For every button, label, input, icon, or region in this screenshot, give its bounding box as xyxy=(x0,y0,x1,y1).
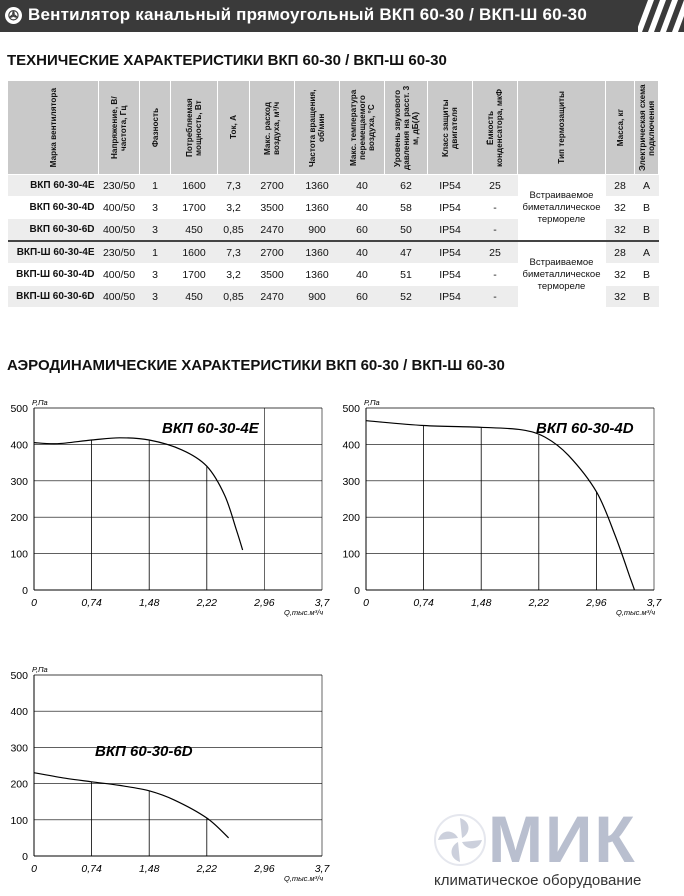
model-cell: ВКП 60-30-6D xyxy=(8,219,99,242)
table-cell: 7,3 xyxy=(218,241,250,264)
column-header xyxy=(385,81,428,175)
x-tick-label: 2,22 xyxy=(528,597,550,609)
page-title: Вентилятор канальный прямоугольный ВКП 60-30 / ВКП-Ш 60-30 xyxy=(28,5,587,24)
column-header-label: Марка вентилятора xyxy=(48,87,58,168)
x-tick-label: 1,48 xyxy=(138,597,160,609)
column-header-label: Уровень звукового давления на расст. 3 м, дБ(А) xyxy=(392,85,420,170)
column-header-label: Потребляемая мощность, Вт xyxy=(185,98,203,157)
x-tick-label: 0 xyxy=(363,597,369,609)
y-tick-label: 500 xyxy=(10,403,28,415)
chart-title: ВКП 60-30-6D xyxy=(95,743,193,760)
table-cell: 400/50 xyxy=(99,197,140,219)
table-cell: 3 xyxy=(140,264,171,286)
x-tick-label: 2,22 xyxy=(196,597,218,609)
table-cell: 47 xyxy=(385,241,428,264)
column-header-label: Тип термозащиты xyxy=(557,91,566,164)
y-tick-label: 500 xyxy=(10,670,28,682)
y-tick-label: 200 xyxy=(10,778,28,791)
table-cell: 2470 xyxy=(250,286,295,308)
table-row xyxy=(8,175,659,197)
table-cell: 0,85 xyxy=(218,219,250,242)
table-cell: 400/50 xyxy=(99,264,140,286)
table-cell: 900 xyxy=(295,219,340,242)
model-cell: ВКП-Ш 60-30-6D xyxy=(8,286,99,308)
chart-title: ВКП 60-30-4D xyxy=(536,420,634,437)
column-header xyxy=(473,81,518,175)
performance-curve xyxy=(34,438,243,550)
table-cell: 1360 xyxy=(295,241,340,264)
table-cell: A xyxy=(635,175,659,197)
table-cell: 1360 xyxy=(295,264,340,286)
x-tick-label: 3,7 xyxy=(314,597,330,609)
model-cell: ВКП 60-30-4D xyxy=(8,197,99,219)
y-tick-label: 100 xyxy=(342,548,360,561)
table-cell: IP54 xyxy=(428,175,473,197)
table-cell: 450 xyxy=(171,219,218,242)
column-header-label: Масса, кг xyxy=(615,108,625,147)
x-tick-label: 2,96 xyxy=(254,597,275,609)
y-tick-label: 0 xyxy=(22,851,28,863)
column-header xyxy=(518,81,606,175)
column-header xyxy=(140,81,171,175)
table-cell: 32 xyxy=(606,197,635,219)
table-cell: 40 xyxy=(340,264,385,286)
table-cell: 32 xyxy=(606,219,635,242)
model-cell: ВКП-Ш 60-30-4Е xyxy=(8,241,99,264)
y-tick-label: 0 xyxy=(22,585,28,597)
table-cell: - xyxy=(473,264,518,286)
column-header-label: Электрическая схема подключения xyxy=(637,84,656,171)
y-tick-label: 400 xyxy=(10,439,28,452)
chart-title: ВКП 60-30-4E xyxy=(162,420,259,437)
column-header-label: Ёмкость конденсатора, мкФ xyxy=(486,88,504,167)
column-header-label: Напряжение, В/ частота, Гц xyxy=(110,96,128,159)
table-cell: IP54 xyxy=(428,197,473,219)
table-body xyxy=(8,175,659,308)
column-header xyxy=(606,81,635,175)
table-cell: 60 xyxy=(340,286,385,308)
table-header-row xyxy=(8,81,659,175)
table-cell: 1360 xyxy=(295,197,340,219)
chart-vkp-4d xyxy=(338,395,684,625)
model-cell: ВКП 60-30-4Е xyxy=(8,175,99,197)
table-cell: 1360 xyxy=(295,175,340,197)
y-tick-label: 300 xyxy=(342,475,360,488)
table-cell: 230/50 xyxy=(99,175,140,197)
y-axis-label: P,Па xyxy=(32,665,48,674)
table-cell: 52 xyxy=(385,286,428,308)
table-cell: 400/50 xyxy=(99,286,140,308)
x-tick-label: 0 xyxy=(31,597,37,609)
logo-text: МИК xyxy=(488,802,637,876)
table-cell: 58 xyxy=(385,197,428,219)
x-tick-label: 0,74 xyxy=(81,597,102,609)
table-cell: IP54 xyxy=(428,241,473,264)
column-header-label: Частота вращения, об/мин xyxy=(308,88,326,167)
table-cell: 3,2 xyxy=(218,264,250,286)
column-header xyxy=(250,81,295,175)
column-header xyxy=(295,81,340,175)
x-tick-label: 1,48 xyxy=(138,863,160,875)
table-cell: 0,85 xyxy=(218,286,250,308)
table-cell: - xyxy=(473,219,518,242)
x-tick-label: 3,7 xyxy=(314,863,330,875)
table-cell: 32 xyxy=(606,264,635,286)
y-tick-label: 200 xyxy=(10,512,28,525)
y-axis-label: P,Па xyxy=(32,398,48,407)
table-cell: 32 xyxy=(606,286,635,308)
y-tick-label: 400 xyxy=(10,706,28,719)
mik-logo xyxy=(432,800,684,891)
table-cell: - xyxy=(473,197,518,219)
performance-curve xyxy=(366,421,635,590)
table-row xyxy=(8,241,659,264)
column-header xyxy=(171,81,218,175)
column-header xyxy=(340,81,385,175)
x-axis-label: Q,тыс.м³/ч xyxy=(284,874,324,883)
table-cell: 3 xyxy=(140,219,171,242)
fan-icon: ✇ xyxy=(5,7,22,24)
thermo-protection-cell: Встраиваемое биметаллическое термореле xyxy=(518,241,606,307)
table-cell: 40 xyxy=(340,241,385,264)
table-cell: 1600 xyxy=(171,175,218,197)
table-cell: 50 xyxy=(385,219,428,242)
table-cell: 3 xyxy=(140,286,171,308)
x-tick-label: 3,7 xyxy=(646,597,662,609)
table-cell: B xyxy=(635,219,659,242)
table-cell: 2700 xyxy=(250,241,295,264)
table-cell: 28 xyxy=(606,241,635,264)
table-cell: 1 xyxy=(140,241,171,264)
x-tick-label: 2,96 xyxy=(586,597,607,609)
x-tick-label: 1,48 xyxy=(470,597,492,609)
y-tick-label: 200 xyxy=(342,512,360,525)
table-cell: 3500 xyxy=(250,197,295,219)
chart-vkp-6d xyxy=(0,652,330,891)
table-cell: 3 xyxy=(140,197,171,219)
table-cell: 3500 xyxy=(250,264,295,286)
table-cell: 51 xyxy=(385,264,428,286)
fan-logo-icon xyxy=(435,815,485,865)
aero-section-title: АЭРОДИНАМИЧЕСКИЕ ХАРАКТЕРИСТИКИ ВКП 60-30 / ВКП-Ш 60-30 xyxy=(7,357,505,374)
y-tick-label: 500 xyxy=(342,403,360,415)
thermo-protection-cell: Встраиваемое биметаллическое термореле xyxy=(518,175,606,242)
table-cell: IP54 xyxy=(428,286,473,308)
column-header xyxy=(428,81,473,175)
y-tick-label: 100 xyxy=(10,548,28,561)
table-cell: 7,3 xyxy=(218,175,250,197)
column-header xyxy=(635,81,659,175)
x-tick-label: 0,74 xyxy=(81,863,102,875)
x-axis-label: Q,тыс.м³/ч xyxy=(616,608,656,617)
table-cell: IP54 xyxy=(428,219,473,242)
column-header-label: Макс. температура перемещаемого воздуха, °С xyxy=(348,89,376,166)
table-cell: B xyxy=(635,264,659,286)
table-cell: 40 xyxy=(340,197,385,219)
table-cell: 450 xyxy=(171,286,218,308)
x-tick-label: 2,96 xyxy=(254,863,275,875)
column-header xyxy=(8,81,99,175)
y-tick-label: 400 xyxy=(342,439,360,452)
table-cell: 1600 xyxy=(171,241,218,264)
table-cell: 1700 xyxy=(171,264,218,286)
table-cell: 1 xyxy=(140,175,171,197)
table-cell: 40 xyxy=(340,175,385,197)
column-header xyxy=(218,81,250,175)
table-cell: 25 xyxy=(473,241,518,264)
table-cell: 900 xyxy=(295,286,340,308)
page-header xyxy=(0,0,684,32)
logo-tagline: климатическое оборудование xyxy=(434,872,642,889)
tech-section-title: ТЕХНИЧЕСКИЕ ХАРАКТЕРИСТИКИ ВКП 60-30 / ВКП-Ш 60-30 xyxy=(7,52,447,69)
table-cell: IP54 xyxy=(428,264,473,286)
table-cell: 60 xyxy=(340,219,385,242)
table-cell: A xyxy=(635,241,659,264)
x-tick-label: 2,22 xyxy=(196,863,218,875)
table-cell: 1700 xyxy=(171,197,218,219)
table-cell: 62 xyxy=(385,175,428,197)
x-tick-label: 0 xyxy=(31,863,37,875)
table-cell: 3,2 xyxy=(218,197,250,219)
y-tick-label: 100 xyxy=(10,814,28,827)
performance-curve xyxy=(34,773,229,838)
chart-vkp-4e xyxy=(0,395,330,625)
table-cell: B xyxy=(635,286,659,308)
table-cell: 28 xyxy=(606,175,635,197)
table-cell: - xyxy=(473,286,518,308)
y-axis-label: P,Па xyxy=(364,398,380,407)
model-cell: ВКП-Ш 60-30-4D xyxy=(8,264,99,286)
table-cell: 230/50 xyxy=(99,241,140,264)
column-header-label: Ток, А xyxy=(229,115,238,140)
x-axis-label: Q,тыс.м³/ч xyxy=(284,608,324,617)
x-tick-label: 0,74 xyxy=(413,597,434,609)
table-cell: B xyxy=(635,197,659,219)
y-tick-label: 0 xyxy=(354,585,360,597)
table-cell: 400/50 xyxy=(99,219,140,242)
column-header-label: Фазность xyxy=(150,107,160,148)
specs-table xyxy=(7,80,659,307)
table-cell: 2470 xyxy=(250,219,295,242)
table-cell: 2700 xyxy=(250,175,295,197)
y-tick-label: 300 xyxy=(10,742,28,755)
y-tick-label: 300 xyxy=(10,475,28,488)
column-header-label: Макс. расход воздуха, м³/ч xyxy=(263,100,281,155)
stripes-decoration xyxy=(638,0,684,32)
table-cell: 25 xyxy=(473,175,518,197)
column-header xyxy=(99,81,140,175)
column-header-label: Класс защиты двигателя xyxy=(441,98,459,157)
